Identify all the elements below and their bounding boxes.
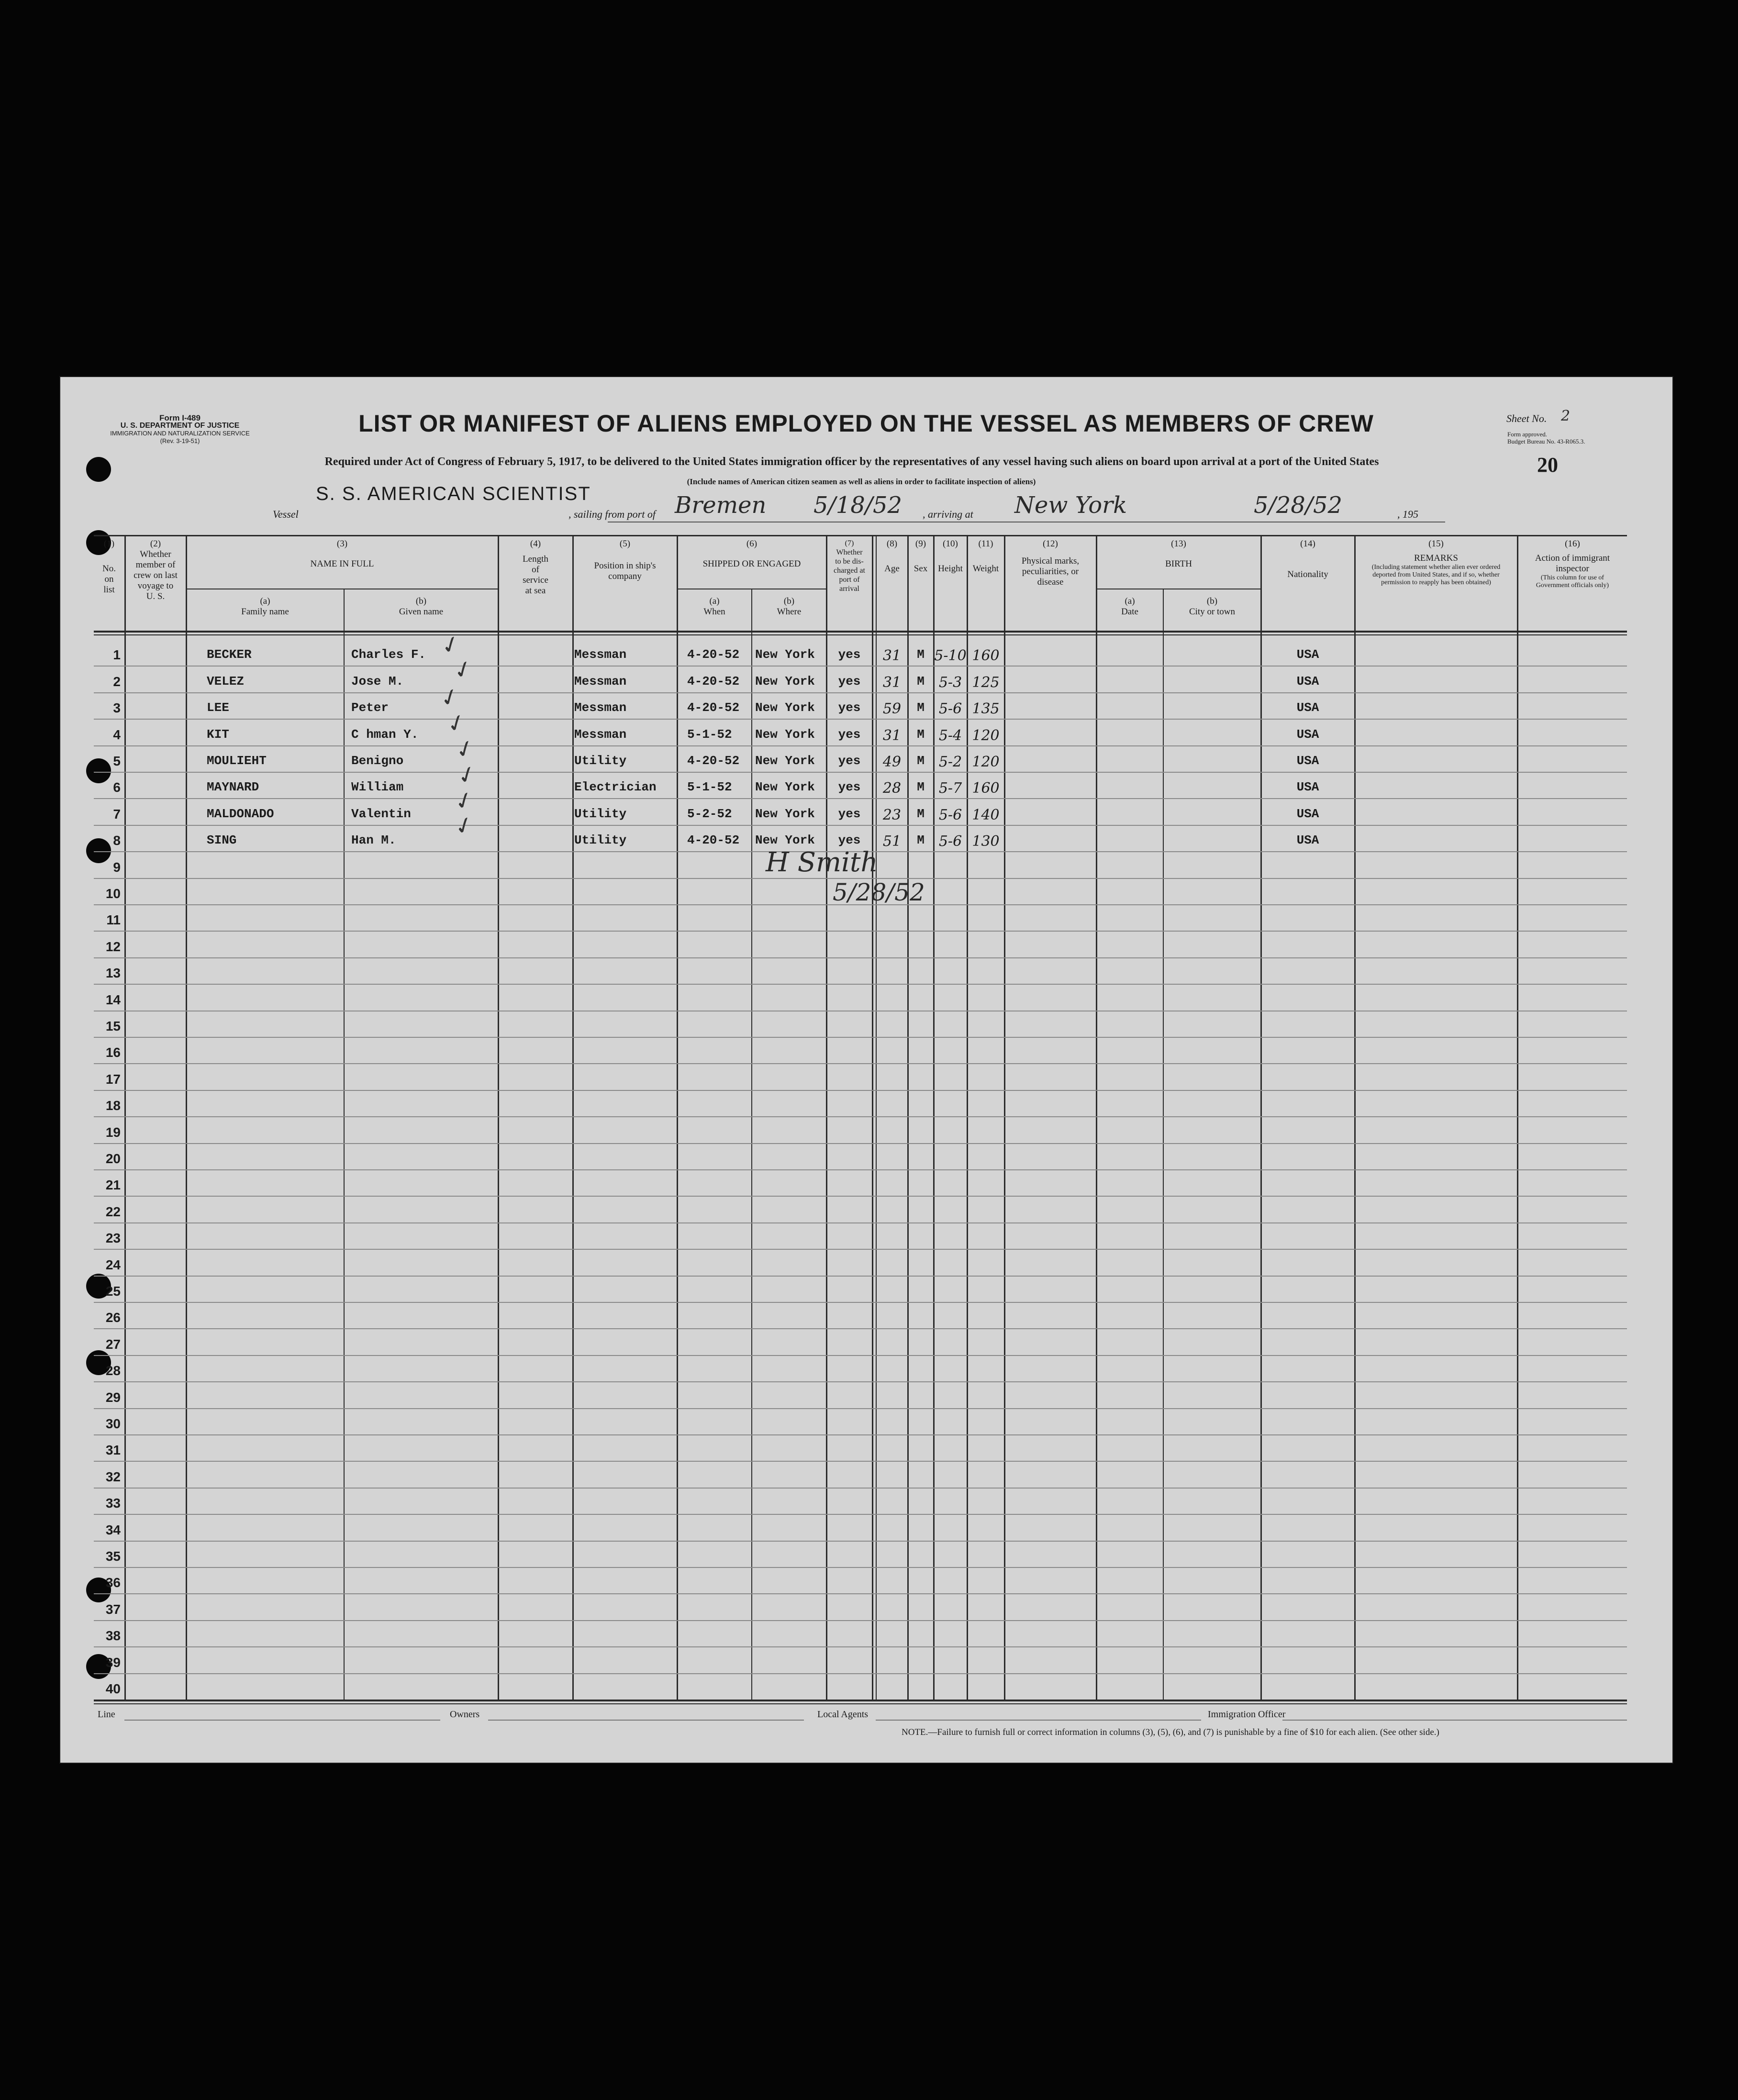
header-no-on-list	[94, 539, 124, 595]
row-rule	[94, 931, 1627, 932]
service: IMMIGRATION AND NATURALIZATION SERVICE	[110, 430, 250, 437]
col-sublabel: (Including statement whether alien ever ordered deported from United States, and if so, whether permission to reapply has been obtained)	[1371, 564, 1501, 586]
cell-when: 5-1-52	[687, 727, 732, 742]
sailing-label: , sailing from port of	[568, 508, 656, 520]
col-label: Family name	[241, 607, 289, 617]
line-number: 1	[113, 647, 121, 663]
cell-age: 31	[882, 727, 902, 744]
col-num: (15)	[1428, 539, 1444, 549]
line-number: 21	[105, 1178, 121, 1193]
footer-rule	[876, 1720, 1201, 1721]
row-rule	[94, 1276, 1627, 1277]
row-rule	[94, 666, 1627, 667]
sheet-number: 20	[1537, 453, 1558, 477]
col-label: SHIPPED OR ENGAGED	[702, 559, 801, 569]
header-age	[877, 539, 907, 574]
header-when	[678, 596, 751, 617]
col-line	[572, 535, 574, 1701]
cell-weight: 130	[972, 833, 1000, 850]
line-number: 17	[105, 1071, 121, 1087]
cell-position: Messman	[574, 674, 627, 689]
cell-age: 28	[882, 780, 902, 797]
cell-position: Utility	[574, 833, 627, 848]
header-birth	[1097, 539, 1260, 569]
line-number: 8	[113, 833, 121, 848]
col-label: Weight	[972, 564, 999, 574]
row-rule	[94, 984, 1627, 985]
row-rule	[94, 1567, 1627, 1568]
line-number: 9	[113, 859, 121, 875]
cell-when: 4-20-52	[687, 754, 740, 768]
header-name-in-full	[187, 539, 498, 569]
line-number: 4	[113, 727, 121, 742]
col-line	[751, 589, 752, 1701]
col-label: Nationality	[1287, 569, 1328, 579]
form-number: Form I-489	[159, 413, 201, 422]
col-label: Whether to be dis-charged at port of arrival	[834, 548, 865, 593]
cell-given: Benigno	[351, 754, 404, 768]
row-rule	[94, 692, 1627, 693]
footer-note: NOTE.—Failure to furnish full or correct information in columns (3), (5), (6), and (7) is punishable by a fine of $10 for each alien. (See other side.)	[902, 1727, 1439, 1737]
line-number: 34	[105, 1522, 121, 1537]
header-weight	[968, 539, 1004, 574]
col-num: (12)	[1043, 539, 1058, 549]
cell-sex: M	[917, 754, 925, 768]
row-rule	[94, 1541, 1627, 1542]
line-number: 39	[105, 1655, 121, 1670]
line-number: 30	[105, 1416, 121, 1431]
header-height	[934, 539, 967, 574]
required-text: Required under Act of Congress of February 5, 1917, to be delivered to the United States immigration officer by the representatives of any vessel having such aliens on board upon arrival at a port of the United States	[324, 456, 1379, 468]
cell-age: 51	[882, 833, 902, 850]
col-sub-letter: (b)	[415, 596, 427, 606]
cell-where: New York	[755, 833, 815, 848]
col-label: NAME IN FULL	[310, 559, 374, 569]
year-label: , 195	[1397, 508, 1418, 520]
line-number: 31	[105, 1443, 121, 1458]
cell-given: William	[351, 780, 404, 795]
cell-height: 5-6	[938, 806, 962, 823]
table-bottom-border-2	[94, 1703, 1627, 1704]
row-rule	[94, 1434, 1627, 1435]
form-approved-text: Form approved.	[1507, 431, 1548, 438]
cell-weight: 125	[972, 674, 1000, 691]
cell-position: Messman	[574, 700, 627, 715]
cell-position: Utility	[574, 754, 627, 768]
header-given-name	[345, 596, 498, 617]
cell-when: 4-20-52	[687, 700, 740, 715]
col-label: Sex	[914, 564, 928, 574]
checkmark-icon: ✓	[450, 810, 478, 842]
col-label: REMARKS	[1414, 553, 1458, 563]
col-num: (16)	[1565, 539, 1580, 549]
line-number: 29	[105, 1389, 121, 1405]
cell-nationality: USA	[1296, 754, 1319, 768]
cell-position: Messman	[574, 727, 627, 742]
cell-family: VELEZ	[207, 674, 245, 689]
cell-given: C hman Y.	[351, 727, 419, 742]
row-rule	[94, 1328, 1627, 1329]
arriving-port: New York	[1014, 492, 1127, 519]
cell-nationality: USA	[1296, 727, 1319, 742]
col-line	[1163, 589, 1164, 1701]
line-number: 36	[105, 1575, 121, 1590]
sailing-date: 5/18/52	[813, 492, 902, 519]
cell-sex: M	[917, 700, 925, 715]
col-num: (3)	[336, 539, 348, 549]
line-number: 37	[105, 1601, 121, 1617]
cell-given: Han M.	[351, 833, 396, 848]
row-rule	[94, 1143, 1627, 1144]
col-num: (7)	[845, 539, 854, 547]
cell-where: New York	[755, 727, 815, 742]
cell-where: New York	[755, 674, 815, 689]
line-number: 7	[113, 806, 121, 822]
cell-given: Valentin	[351, 806, 411, 821]
row-rule	[94, 1408, 1627, 1409]
header-where	[752, 596, 826, 617]
sailing-port: Bremen	[675, 492, 767, 519]
col-label: When	[703, 607, 725, 617]
cell-age: 59	[882, 700, 902, 718]
checkmark-icon: ✓	[449, 654, 477, 686]
cell-nationality: USA	[1296, 647, 1319, 662]
row-rule	[94, 1620, 1627, 1621]
cell-age: 23	[882, 806, 902, 823]
col-sub-letter: (b)	[783, 596, 795, 606]
col-label: No. on list	[102, 564, 116, 595]
cell-discharged: yes	[838, 727, 861, 742]
col-sub-letter: (b)	[1206, 596, 1218, 606]
col-label: City or town	[1189, 607, 1236, 617]
sheet-label: Sheet No.	[1506, 412, 1547, 424]
cell-family: BECKER	[207, 647, 252, 662]
header-whether-member	[125, 539, 186, 602]
col-line	[498, 535, 499, 1701]
row-rule	[94, 1355, 1627, 1356]
col-line	[677, 535, 678, 1701]
table-bottom-border	[94, 1700, 1627, 1701]
cell-sex: M	[917, 647, 925, 662]
line-number: 38	[105, 1628, 121, 1644]
cell-when: 5-1-52	[687, 780, 732, 795]
row-rule	[94, 1593, 1627, 1594]
header-birth-city	[1164, 596, 1260, 617]
row-rule	[94, 1063, 1627, 1064]
col-num: (6)	[746, 539, 758, 549]
cell-age: 31	[882, 647, 902, 665]
col-label: Height	[938, 564, 963, 574]
row-rule	[94, 957, 1627, 958]
cell-discharged: yes	[838, 700, 861, 715]
col-sublabel: (This column for use of Government officials only)	[1536, 574, 1609, 589]
line-number: 24	[105, 1257, 121, 1272]
header-birth-date	[1097, 596, 1163, 617]
line-number: 19	[105, 1124, 121, 1140]
row-rule	[94, 1461, 1627, 1462]
col-label: Where	[777, 607, 802, 617]
vessel-name: S. S. AMERICAN SCIENTIST	[316, 483, 591, 504]
cell-sex: M	[917, 780, 925, 795]
cell-given: Charles F.	[351, 647, 426, 662]
cell-discharged: yes	[838, 754, 861, 768]
cell-sex: M	[917, 806, 925, 821]
cell-weight: 140	[972, 806, 1000, 823]
cell-nationality: USA	[1296, 806, 1319, 821]
row-rule	[94, 1169, 1627, 1170]
cell-sex: M	[917, 833, 925, 848]
cell-nationality: USA	[1296, 780, 1319, 795]
cell-discharged: yes	[838, 674, 861, 689]
cell-where: New York	[755, 754, 815, 768]
sheet-value: 2	[1561, 408, 1571, 424]
include-text: (Include names of American citizen seamen as well as aliens in order to facilitate inspection of aliens)	[687, 477, 1036, 486]
header-remarks	[1355, 539, 1517, 587]
cell-discharged: yes	[838, 806, 861, 821]
row-rule	[94, 825, 1627, 826]
row-rule	[94, 719, 1627, 720]
row-rule	[94, 798, 1627, 799]
form-approved	[1507, 431, 1585, 445]
row-rule	[94, 1673, 1627, 1674]
row-rule	[94, 1116, 1627, 1117]
punch-hole	[86, 457, 111, 482]
cell-height: 5-3	[938, 674, 962, 691]
col-num: (1)	[103, 539, 115, 549]
line-number: 33	[105, 1496, 121, 1511]
header-bottom-border	[94, 631, 1627, 633]
header-position	[573, 539, 677, 582]
header-action	[1518, 539, 1627, 589]
cell-sex: M	[917, 674, 925, 689]
col-label: Length of service at sea	[523, 554, 548, 596]
col-line	[124, 535, 126, 1701]
header-physical	[1005, 539, 1096, 588]
line-number: 2	[113, 674, 121, 689]
cell-nationality: USA	[1296, 833, 1319, 848]
cell-weight: 120	[972, 754, 1000, 770]
line-number: 18	[105, 1098, 121, 1113]
line-number: 25	[105, 1284, 121, 1299]
col-sub-letter: (a)	[1125, 596, 1135, 606]
cell-height: 5-2	[938, 754, 962, 770]
row-rule	[94, 1249, 1627, 1250]
row-rule	[94, 745, 1627, 746]
arriving-label: , arriving at	[923, 508, 973, 520]
table-top-border	[94, 535, 1627, 536]
line-number: 11	[106, 912, 121, 928]
footer-line-label: Line	[98, 1709, 115, 1720]
vessel-label: Vessel	[273, 508, 299, 520]
footer-rule	[488, 1720, 804, 1721]
line-number: 16	[105, 1045, 121, 1060]
row-rule	[94, 1646, 1627, 1647]
col-num: (10)	[943, 539, 958, 549]
col-line	[186, 535, 187, 1701]
cell-weight: 160	[972, 647, 1000, 665]
cell-family: LEE	[207, 700, 229, 715]
cell-weight: 120	[972, 727, 1000, 744]
cell-where: New York	[755, 780, 815, 795]
line-number: 27	[105, 1336, 121, 1352]
cell-nationality: USA	[1296, 674, 1319, 689]
col-num: (11)	[978, 539, 993, 549]
cell-weight: 135	[972, 700, 1000, 718]
cell-discharged: yes	[838, 833, 861, 848]
cell-family: SING	[207, 833, 237, 848]
header-discharged	[827, 539, 872, 593]
col-label: Physical marks, peculiarities, or disease	[1021, 556, 1080, 587]
footer-rule	[1282, 1720, 1627, 1721]
footer-owners-label: Owners	[450, 1709, 480, 1720]
header-length	[499, 539, 572, 596]
inspector-date: 5/28/52	[833, 878, 925, 906]
cell-family: MALDONADO	[207, 806, 274, 821]
revision: (Rev. 3-19-51)	[160, 437, 200, 444]
arriving-date: 5/28/52	[1254, 492, 1343, 519]
line-number: 3	[113, 700, 121, 716]
col-line	[1096, 535, 1097, 1701]
row-rule	[94, 1514, 1627, 1515]
col-num: (13)	[1171, 539, 1186, 549]
cell-family: MAYNARD	[207, 780, 259, 795]
checkmark-icon: ✓	[450, 785, 478, 817]
checkmark-icon: ✓	[453, 759, 481, 791]
col-num: (4)	[530, 539, 541, 549]
row-rule	[94, 1488, 1627, 1489]
line-number: 28	[105, 1363, 121, 1378]
cell-when: 4-20-52	[687, 647, 740, 662]
line-number: 13	[105, 966, 121, 981]
col-sub-letter: (a)	[260, 596, 270, 606]
cell-age: 31	[882, 674, 902, 691]
col-line	[872, 535, 873, 1701]
checkmark-icon: ✓	[436, 681, 464, 714]
line-number: 15	[105, 1019, 121, 1033]
inspector-signature: H Smith	[766, 847, 878, 878]
col-num: (8)	[886, 539, 898, 549]
col-label: Age	[884, 564, 900, 574]
cell-sex: M	[917, 727, 925, 742]
cell-position: Utility	[574, 806, 627, 821]
cell-position: Electrician	[574, 780, 657, 795]
col-line	[1004, 535, 1005, 1701]
line-number: 32	[105, 1469, 121, 1484]
cell-weight: 160	[972, 780, 1000, 797]
form-info	[94, 414, 266, 445]
col-label: Position in ship's company	[594, 561, 656, 581]
cell-nationality: USA	[1296, 700, 1319, 715]
page-title: LIST OR MANIFEST OF ALIENS EMPLOYED ON THE VESSEL AS MEMBERS OF CREW	[358, 410, 1374, 437]
col-num: (9)	[915, 539, 926, 549]
cell-where: New York	[755, 700, 815, 715]
line-number: 22	[105, 1204, 121, 1219]
cell-where: New York	[755, 806, 815, 821]
footer-officer-label: Immigration Officer	[1208, 1709, 1286, 1720]
col-label: Whether member of crew on last voyage to U. S.	[134, 549, 178, 601]
row-rule	[94, 1196, 1627, 1197]
cell-height: 5-4	[938, 727, 962, 744]
col-line	[1354, 535, 1356, 1701]
cell-when: 4-20-52	[687, 833, 740, 848]
checkmark-icon: ✓	[443, 707, 470, 740]
cell-when: 4-20-52	[687, 674, 740, 689]
cell-discharged: yes	[838, 780, 861, 795]
cell-position: Messman	[574, 647, 627, 662]
row-rule	[94, 1222, 1627, 1223]
line-number: 40	[105, 1681, 121, 1696]
line-number: 26	[105, 1310, 121, 1325]
col-sub-letter: (a)	[709, 596, 720, 606]
header-family-name	[187, 596, 344, 617]
line-number: 14	[105, 992, 121, 1007]
row-rule	[94, 1381, 1627, 1382]
cell-discharged: yes	[838, 647, 861, 662]
header-bottom-border-2	[94, 634, 1627, 635]
footer-agents-label: Local Agents	[817, 1709, 869, 1720]
row-rule	[94, 1037, 1627, 1038]
line-number: 6	[113, 780, 121, 795]
col-label: BIRTH	[1165, 559, 1192, 569]
footer-rule	[124, 1720, 440, 1721]
cell-age: 49	[882, 754, 902, 770]
cell-given: Peter	[351, 700, 389, 715]
cell-where: New York	[755, 647, 815, 662]
checkmark-icon: ✓	[451, 733, 479, 766]
cell-height: 5-7	[938, 780, 962, 797]
header-nationality	[1261, 539, 1354, 580]
line-number: 5	[113, 754, 121, 768]
line-number: 12	[105, 939, 121, 954]
row-rule	[94, 1090, 1627, 1091]
line-number: 23	[105, 1231, 121, 1246]
cell-given: Jose M.	[351, 674, 404, 689]
cell-height: 5-6	[938, 833, 962, 850]
cell-family: KIT	[207, 727, 229, 742]
col-line	[1517, 535, 1518, 1701]
header-sex	[908, 539, 933, 574]
line-number: 35	[105, 1549, 121, 1564]
line-number: 20	[105, 1151, 121, 1166]
col-num: (2)	[150, 539, 161, 549]
department: U. S. DEPARTMENT OF JUSTICE	[120, 422, 240, 430]
header-shipped	[678, 539, 826, 569]
checkmark-icon: ✓	[437, 629, 465, 661]
line-number: 10	[105, 886, 121, 901]
cell-height: 5-10	[934, 647, 967, 665]
col-num: (5)	[619, 539, 631, 549]
col-line	[344, 589, 345, 1701]
col-label: Given name	[399, 607, 444, 617]
cell-when: 5-2-52	[687, 806, 732, 821]
col-label: Date	[1121, 607, 1138, 617]
col-num: (14)	[1300, 539, 1315, 549]
row-rule	[94, 772, 1627, 773]
budget-bureau: Budget Bureau No. 43-R065.3.	[1507, 438, 1585, 445]
cell-family: MOULIEHT	[207, 754, 267, 768]
col-label: Action of immigrant inspector	[1535, 553, 1610, 574]
cell-height: 5-6	[938, 700, 962, 718]
row-rule	[94, 1302, 1627, 1303]
